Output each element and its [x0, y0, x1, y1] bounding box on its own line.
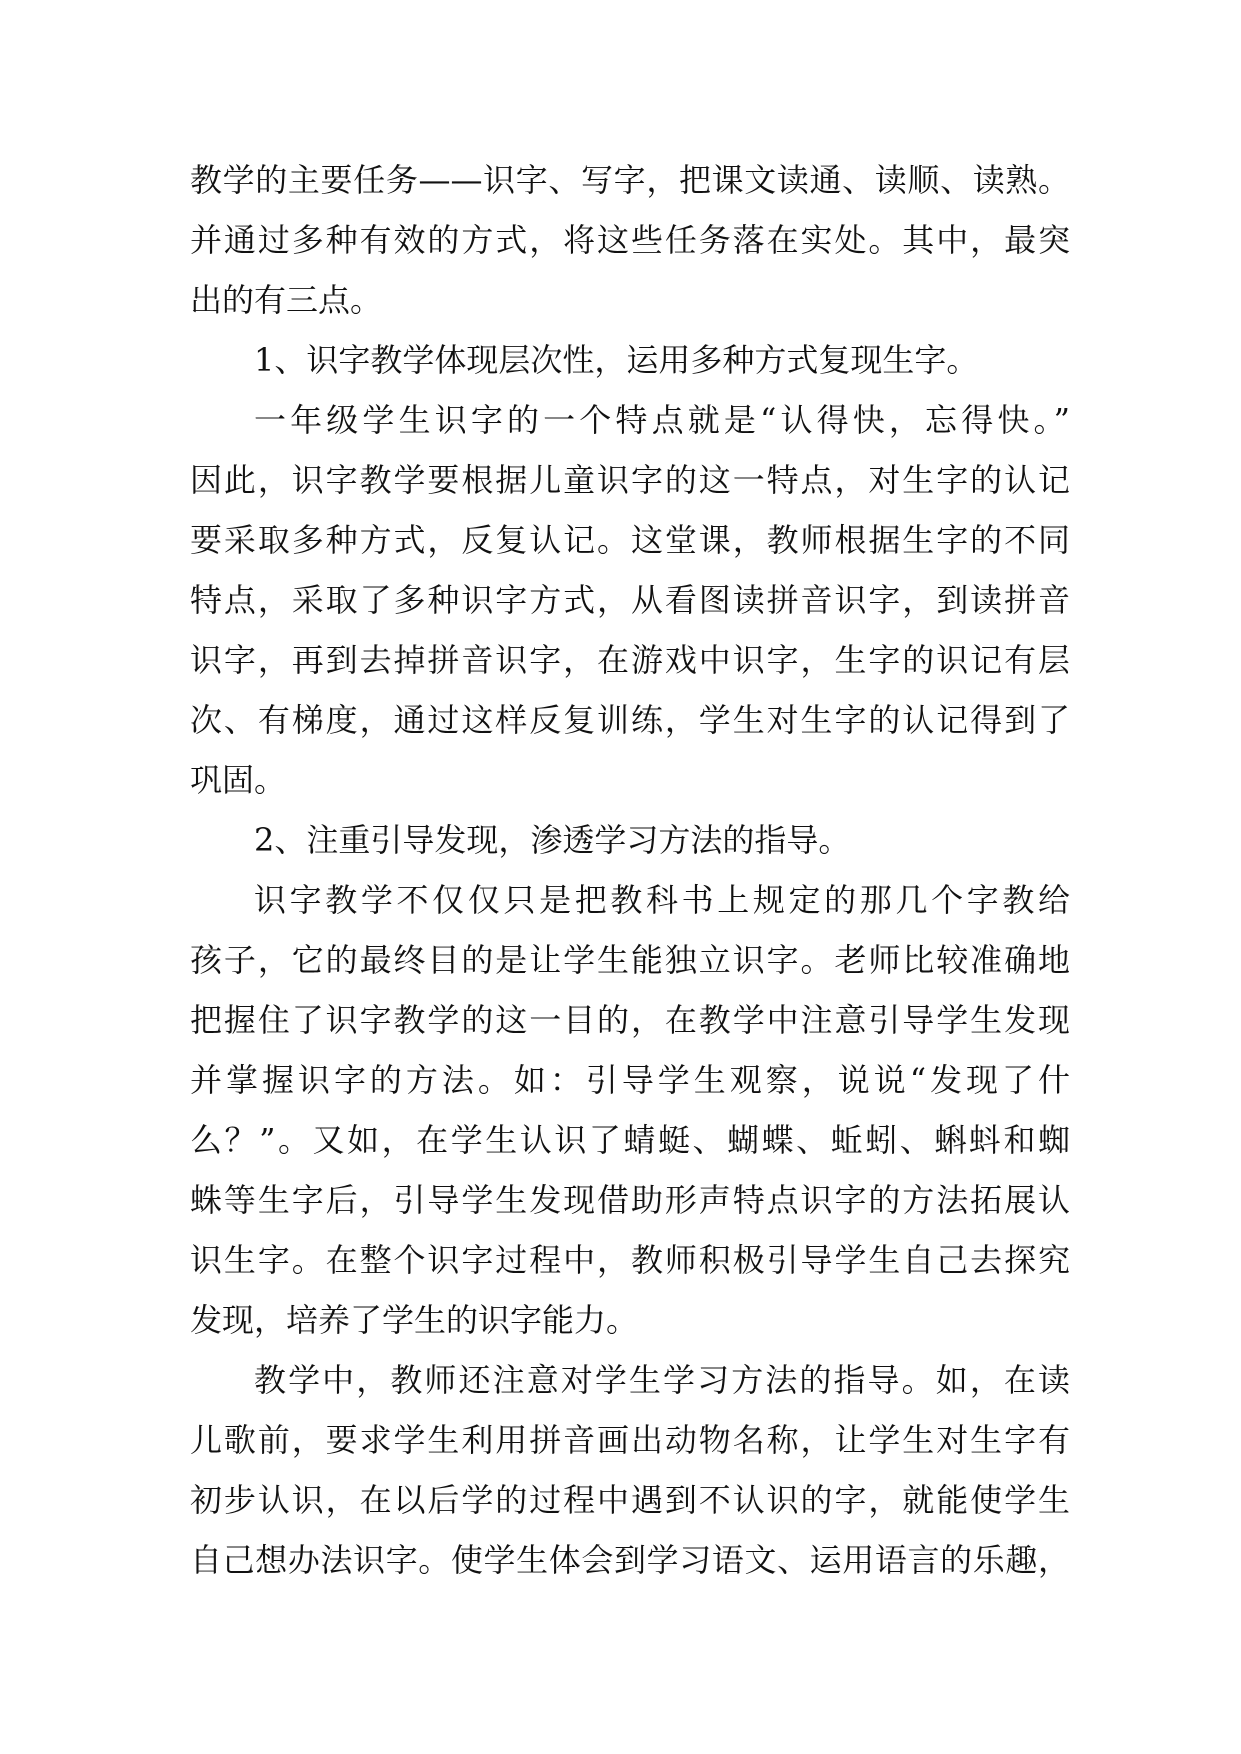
- section-heading-2: 2、注重引导发现，渗透学习方法的指导。: [254, 821, 851, 859]
- text-line: 么？”。又如，在学生认识了蜻蜓、蝴蝶、蚯蚓、蝌蚪和蜘: [190, 1121, 1070, 1159]
- text-line: 儿歌前，要求学生利用拼音画出动物名称，让学生对生字有: [190, 1421, 1070, 1459]
- text-line: 自己想办法识字。使学生体会到学习语文、运用语言的乐趣，: [190, 1541, 1070, 1579]
- text-line: 因此，识字教学要根据儿童识字的这一特点，对生字的认记: [190, 461, 1070, 499]
- text-line: 教学中，教师还注意对学生学习方法的指导。如，在读: [254, 1361, 1070, 1399]
- text-line: 一年级学生识字的一个特点就是“认得快，忘得快。”: [254, 401, 1070, 439]
- text-line: 孩子，它的最终目的是让学生能独立识字。老师比较准确地: [190, 941, 1070, 979]
- document-body: [190, 150, 1070, 1590]
- text-line: 蛛等生字后，引导学生发现借助形声特点识字的方法拓展认: [190, 1181, 1070, 1219]
- text-line: 并掌握识字的方法。如：引导学生观察，说说“发现了什: [190, 1061, 1070, 1099]
- text-line: 识生字。在整个识字过程中，教师积极引导学生自己去探究: [190, 1241, 1070, 1279]
- text-line: 把握住了识字教学的这一目的，在教学中注意引导学生发现: [190, 1001, 1070, 1039]
- text-line: 发现，培养了学生的识字能力。: [190, 1301, 639, 1339]
- text-line: 要采取多种方式，反复认记。这堂课，教师根据生字的不同: [190, 521, 1070, 559]
- text-line: 并通过多种有效的方式，将这些任务落在实处。其中，最突: [190, 221, 1070, 259]
- text-line: 次、有梯度，通过这样反复训练，学生对生字的认记得到了: [190, 701, 1070, 739]
- text-line: 识字教学不仅仅只是把教科书上规定的那几个字教给: [254, 881, 1070, 919]
- text-line: 初步认识，在以后学的过程中遇到不认识的字，就能使学生: [190, 1481, 1070, 1519]
- text-line: 巩固。: [190, 761, 287, 799]
- text-line: 教学的主要任务——识字、写字，把课文读通、读顺、读熟。: [190, 161, 1070, 199]
- section-heading-1: 1、识字教学体现层次性，运用多种方式复现生字。: [254, 341, 979, 379]
- text-line: 出的有三点。: [190, 281, 383, 319]
- text-line: 特点，采取了多种识字方式，从看图读拼音识字，到读拼音: [190, 581, 1070, 619]
- text-line: 识字，再到去掉拼音识字，在游戏中识字，生字的识记有层: [190, 641, 1070, 679]
